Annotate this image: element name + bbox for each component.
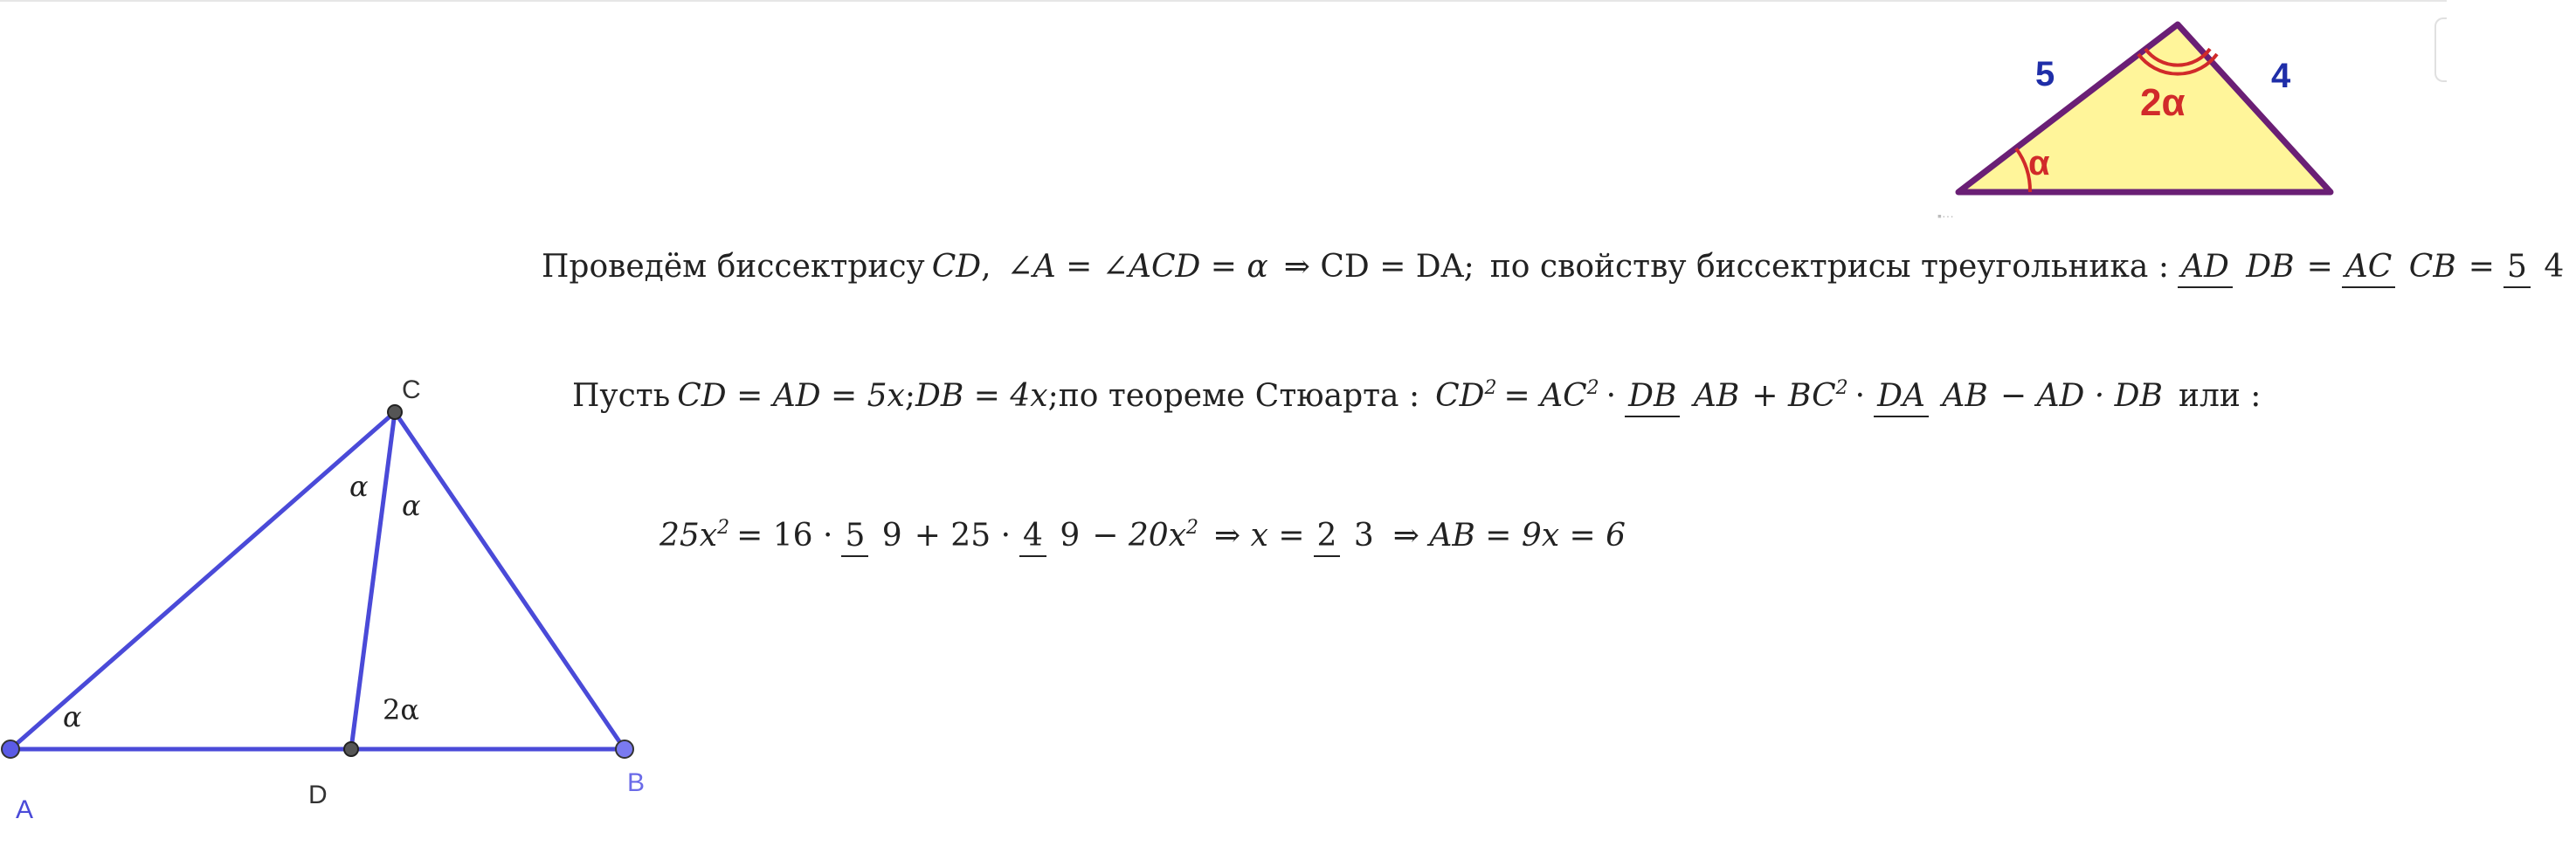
line3-f1-den: 9 [881,517,902,554]
solution-line-1 [542,249,2576,285]
line2-cd: CD [1435,378,1485,414]
line3-term4 [1092,518,1198,554]
line2-f1-num: DB [1625,378,1680,417]
line1-eq1: = [2306,249,2333,285]
line1-f1-den: DB [2246,248,2295,285]
line2-f2-num: DA [1874,378,1929,417]
line1-fraction-AD-DB [2178,248,2298,285]
line2-fraction-DB-AB [1625,377,1743,414]
line3-term2: = 16 · [736,518,833,554]
line3-25x: 25x [660,518,718,554]
line2-ac-squared [1504,378,1599,414]
line1-lead: Проведём биссектрису [542,249,925,285]
label-D: D [308,781,328,809]
line2-fraction-DA-AB [1874,377,1992,414]
line1-f1-num: AD [2178,249,2233,288]
side-AC [10,412,395,749]
line2-tail: − AD · DB [1999,378,2163,414]
label-B: B [627,768,646,797]
point-D[interactable] [344,742,358,756]
reference-stray-mark: ▪··· [1937,209,1954,223]
reference-angle-top: 2α [2140,81,2186,124]
line3-f3-num: 2 [1314,518,1341,557]
line2-sep1: ; [904,378,915,414]
line2-dot1: · [1606,378,1617,414]
line3-term3: + 25 · [914,518,1012,554]
line2-f1-den: AB [1693,377,1740,414]
reference-side-right: 4 [2271,57,2291,95]
line2-ac-power: 2 [1586,377,1599,399]
line2-plus-bc: + BC [1751,378,1836,414]
reference-angle-left: α [2028,144,2050,182]
angle-label-ACD: α [349,470,369,503]
line1-property: по свойству биссектрисы треугольника : [1489,249,2169,285]
line2-or: или : [2178,378,2262,414]
line1-f2-den: CB [2408,248,2456,285]
line3-20x: − 20x [1092,518,1186,554]
line3-f2-den: 9 [1060,517,1081,554]
line2-f2-den: AB [1942,377,1988,414]
line3-power1: 2 [717,517,730,539]
main-triangle-diagram [0,367,664,838]
reference-side-left: 5 [2035,55,2055,93]
point-B[interactable] [616,740,633,758]
reference-triangle [1937,17,2358,223]
line3-fraction-5-9 [841,517,905,554]
side-BC [395,412,625,749]
line1-fraction-5-4 [2503,248,2567,285]
line2-cd-power: 2 [1484,377,1497,399]
line2-cd-squared [1435,378,1496,414]
angle-label-A: α [63,700,82,733]
line3-power2: 2 [1186,517,1198,539]
line1-fraction-AC-CB [2342,248,2460,285]
line2-eq-ac: = AC [1503,378,1587,414]
line2-theorem: по теореме Стюарта : [1058,378,1420,414]
line1-implies: ⇒ CD = DA; [1283,249,1474,285]
line3-term1 [660,518,729,554]
line3-f3-den: 3 [1353,517,1374,554]
line3-term6: ⇒ AB = 9x = 6 [1392,518,1626,554]
line1-f3-num: 5 [2503,249,2531,288]
line2-assign-db: DB = 4x [915,378,1048,414]
label-C: C [402,375,421,404]
line1-angle-equality: ∠A = ∠ACD = α [1006,249,1268,285]
line1-eq2: = [2468,249,2495,285]
angle-label-CDB: 2α [383,693,419,726]
label-A: A [16,795,34,824]
angle-label-DCB: α [402,489,421,522]
line3-f1-num: 5 [841,518,868,557]
line1-comma: , [981,249,991,285]
line2-sep2: ; [1047,378,1059,414]
solution-line-2 [572,378,2261,414]
line2-dot2: · [1854,378,1866,414]
scrollbar-edge[interactable] [2434,17,2447,82]
line2-assign-cd: CD = AD = 5x [677,378,905,414]
line1-f2-num: AC [2342,249,2396,288]
line3-fraction-4-9 [1019,517,1083,554]
top-border-line [0,0,2447,2]
point-C[interactable] [388,405,402,419]
line1-segment: CD [931,249,982,285]
line3-f2-num: 4 [1019,518,1046,557]
line3-fraction-2-3 [1314,517,1378,554]
point-A[interactable] [2,740,19,758]
line1-f3-den: 4 [2544,248,2565,285]
solution-line-3 [660,518,1626,554]
line2-bc-power: 2 [1835,377,1848,399]
line2-lead: Пусть [572,378,671,414]
line2-bc-squared [1751,378,1847,414]
line3-term5: ⇒ x = [1214,518,1305,554]
